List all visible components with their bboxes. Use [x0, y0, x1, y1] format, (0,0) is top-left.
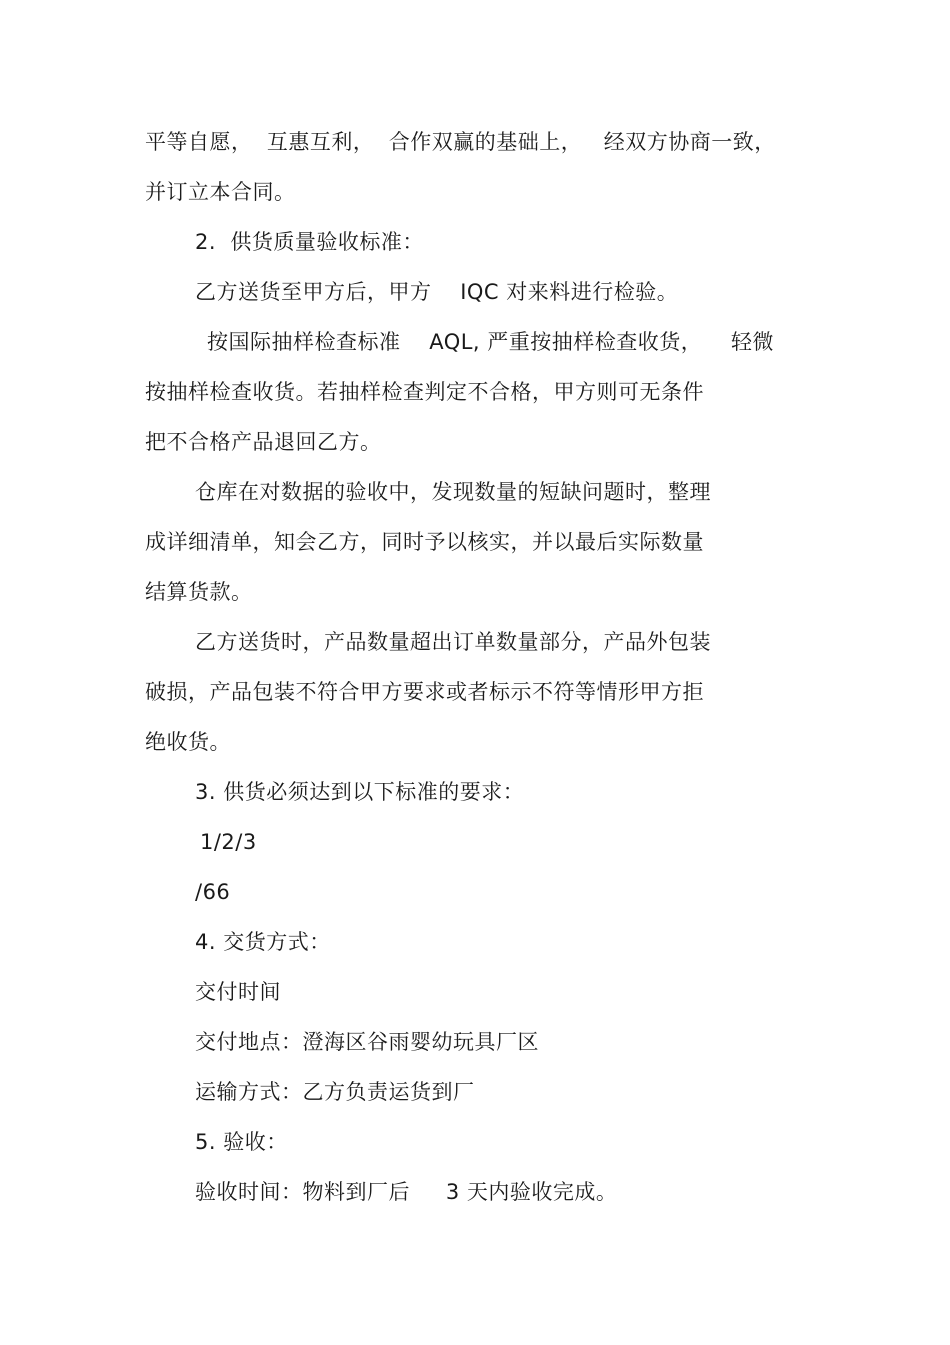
section-heading: 2. 供货质量验收标准：: [195, 230, 424, 254]
section-heading: 3. 供货必须达到以下标准的要求：: [195, 780, 525, 804]
page-number: /66: [195, 880, 231, 904]
paragraph-line: 乙方送货至甲方后，甲方 IQC 对来料进行检验。: [195, 280, 679, 304]
paragraph-line: 并订立本合同。: [145, 180, 296, 204]
paragraph-line: 把不合格产品退回乙方。: [145, 430, 382, 454]
paragraph-line: 破损，产品包装不符合甲方要求或者标示不符等情形甲方拒: [145, 680, 704, 704]
paragraph-line: 按国际抽样检查标准 AQL, 严重按抽样检查收货， 轻微: [207, 330, 774, 354]
section-heading: 4. 交货方式：: [195, 930, 331, 954]
paragraph-line: 成详细清单，知会乙方，同时予以核实，并以最后实际数量: [145, 530, 704, 554]
paragraph-line: 验收时间：物料到厂后 3 天内验收完成。: [195, 1180, 618, 1204]
paragraph-line: 按抽样检查收货。若抽样检查判定不合格，甲方则可无条件: [145, 380, 704, 404]
paragraph-line: 运输方式：乙方负责运货到厂: [195, 1080, 475, 1104]
section-heading: 5. 验收：: [195, 1130, 288, 1154]
paragraph-line: 乙方送货时，产品数量超出订单数量部分，产品外包装: [195, 630, 711, 654]
paragraph-line: 仓库在对数据的验收中，发现数量的短缺问题时，整理: [195, 480, 711, 504]
paragraph-line: 交付时间: [195, 980, 281, 1004]
paragraph-line: 结算货款。: [145, 580, 253, 604]
page-number: 1/2/3: [200, 830, 257, 854]
paragraph-line: 平等自愿， 互惠互利， 合作双赢的基础上， 经双方协商一致，: [145, 130, 776, 154]
paragraph-line: 绝收货。: [145, 730, 231, 754]
paragraph-line: 交付地点：澄海区谷雨婴幼玩具厂区: [195, 1030, 539, 1054]
